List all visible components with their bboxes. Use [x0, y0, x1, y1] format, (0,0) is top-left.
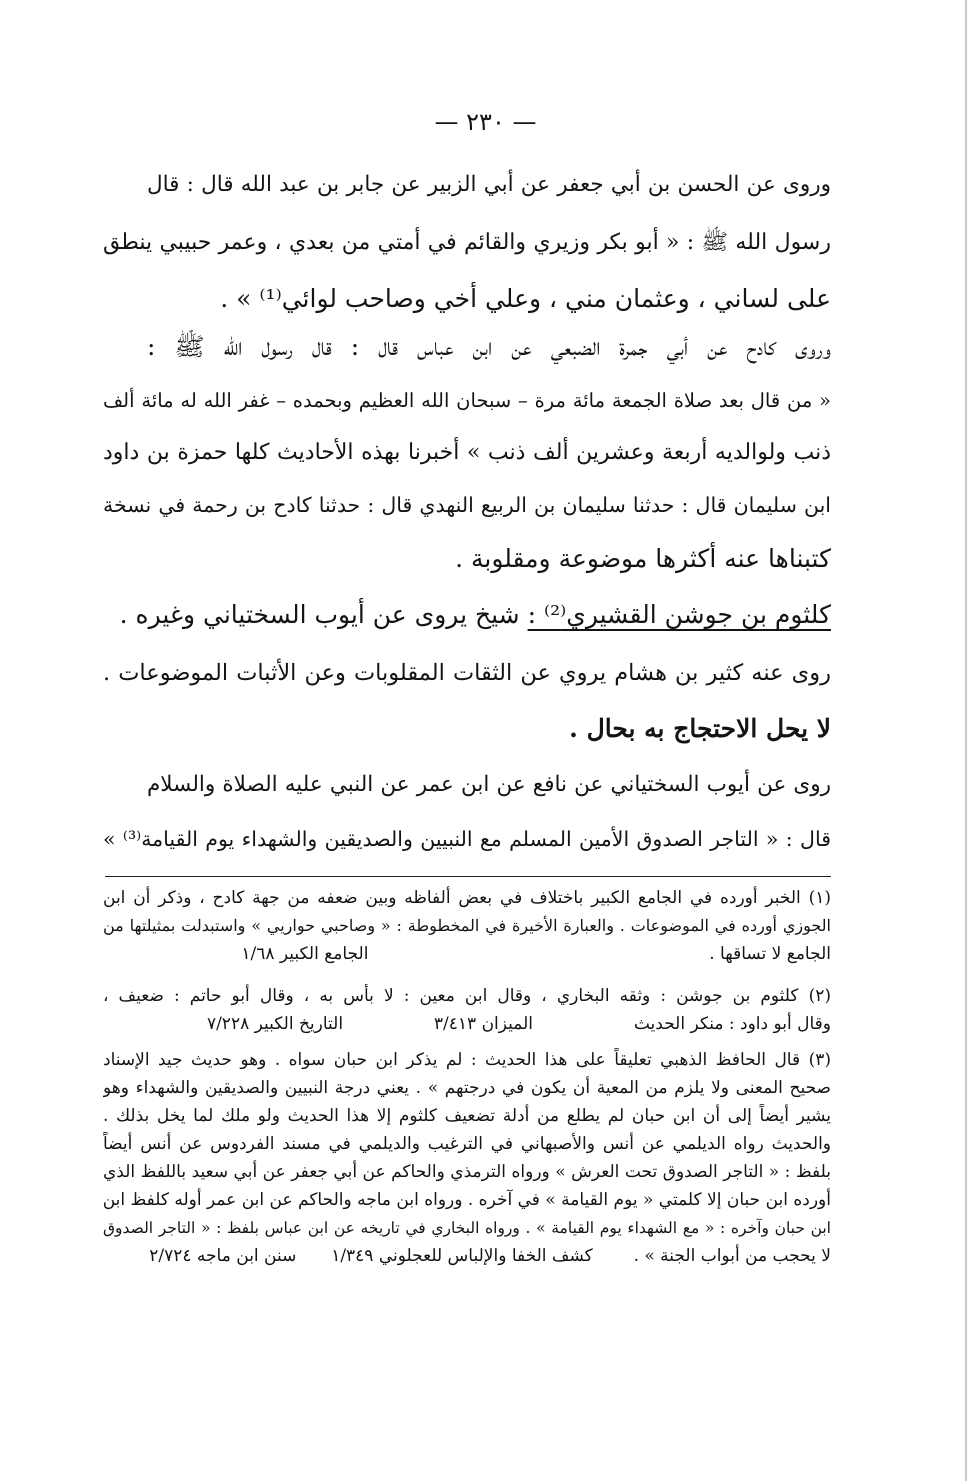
footnote-line: أورده ابن حبان إلا كلمتي « يوم القيامة » في آخره . ورواه ابن ماجه والحاكم عن ابن عمر أوله كلفظ ابن [103, 1190, 831, 1210]
footnote-line [103, 1244, 831, 1268]
entry-line [103, 598, 831, 632]
body-line: روى عن أيوب السختياني عن نافع عن ابن عمر عن النبي عليه الصلاة والسلام [147, 772, 831, 797]
footnote-text: وقال أبو داود : منكر الحديث [633, 1014, 831, 1034]
body-line: ذنب ولوالديه أربعة وعشرين ألف ذنب » أخبرنا بهذه الأحاديث كلها حمزة بن داود [103, 440, 831, 465]
footnote-line: (١) الخبر أورده في الجامع الكبير باختلاف في بعض ألفاظه وبين ضعفه من جهة كادح ، وذكر أن ابن [103, 888, 831, 908]
body-line: روى عنه كثير بن هشام يروي عن الثقات المقلوبات وعن الأثبات الموضوعات . [103, 660, 831, 686]
footnote-reference: الميزان ٣/٤١٣ [433, 1014, 534, 1034]
body-line: « من قال بعد صلاة الجمعة مائة مرة – سبحان الله العظيم وبحمده – غفر الله له مائة ألف [103, 389, 831, 412]
body-line: وروى كادح عن أبي جمرة الضبعي عن ابن عباس قال : قال رسول الله ﷺ : [147, 332, 831, 361]
body-line: وروى عن الحسن بن أبي جعفر عن أبي الزبير عن جابر بن عبد الله قال : قال [147, 172, 831, 197]
footnote-line: (٣) قال الحافظ الذهبي تعليقاً على هذا الحديث : لم يذكر ابن حبان سواه . وهو حديث جيد الإسناد [103, 1050, 831, 1070]
page-number: — ٢٣٠ — [434, 108, 537, 136]
body-line: رسول الله ﷺ : « أبو بكر وزيري والقائم في أمتي من بعدي ، وعمر حبيبي ينطق [103, 230, 831, 255]
body-line: لا يحل الاحتجاج به بحال . [569, 714, 831, 743]
footnote-reference: التاريخ الكبير ٧/٢٢٨ [206, 1014, 344, 1034]
footnote-text: الجامع لا تساقها . [709, 944, 831, 964]
entry-heading-continuation: شيخ يروى عن أيوب السختياني وغيره . [119, 600, 520, 629]
footnote-line: الجوزي أورده في الموضوعات . والعبارة الأخيرة في المخطوطة : « وصاحبي حواريي » واستبدلت بمثيلتها من [103, 916, 831, 935]
footnote-line: والحديث رواه الديلمي عن أنس والأصبهاني في الترغيب والديلمي في مسند الفردوس عن أنس أيضاً [103, 1134, 831, 1154]
entry-heading: كلثوم بن جوشن القشيري⁽²⁾ : [527, 600, 831, 629]
footnote-line: يشير أيضاً إلى أن ابن حبان لم يطلع من أدلة تضعيف كلثوم إلا هذا الحديث ولو ملك لما يخل بذلك . [103, 1106, 831, 1126]
body-line: على لساني ، وعثمان مني ، وعلي أخي وصاحب لوائي⁽¹⁾ » . [220, 284, 831, 313]
body-line: كتبناها عنه أكثرها موضوعة ومقلوبة . [455, 544, 831, 573]
footnote-line [103, 942, 831, 966]
footnote-reference: سنن ابن ماجه ٢/٧٢٤ [149, 1246, 297, 1266]
footnote-line: بلفظ : « التاجر الصدوق تحت العرش » ورواه الترمذي والحاكم عن أبي جعفر عن أبي سعيد باللفظ الذي [103, 1162, 831, 1182]
footnote-reference: الجامع الكبير ١/٦٨ [241, 944, 369, 964]
scan-edge [965, 0, 967, 1481]
footnote-line: (٢) كلثوم بن جوشن : وثقه البخاري ، وقال ابن معين : لا بأس به ، وقال أبو حاتم : ضعيف ، [103, 986, 831, 1006]
footnote-separator [105, 876, 831, 877]
body-line: ابن سليمان قال : حدثنا سليمان بن الربيع النهدي قال : حدثنا كادح بن رحمة في نسخة [103, 493, 831, 517]
body-line: قال : « التاجر الصدوق الأمين المسلم مع النبيين والصديقين والشهداء يوم القيامة⁽³⁾ » [103, 827, 831, 851]
footnote-reference: كشف الخفا والإلباس للعجلوني ١/٣٤٩ [331, 1246, 593, 1266]
footnote-line: ابن حبان وآخره : « مع الشهداء يوم القيامة » . ورواه البخاري في تاريخه عن ابن عباس بلفظ : « التاجر الصدوق [103, 1219, 831, 1237]
footnote-line: صحيح المعنى ولا يلزم من المعية أن يكون في درجتهم » . يعني درجة النبيين والصديقين والشهداء وهو [103, 1078, 831, 1098]
footnote-line [103, 1012, 831, 1036]
footnote-text: لا يحجب من أبواب الجنة » . [633, 1246, 831, 1266]
